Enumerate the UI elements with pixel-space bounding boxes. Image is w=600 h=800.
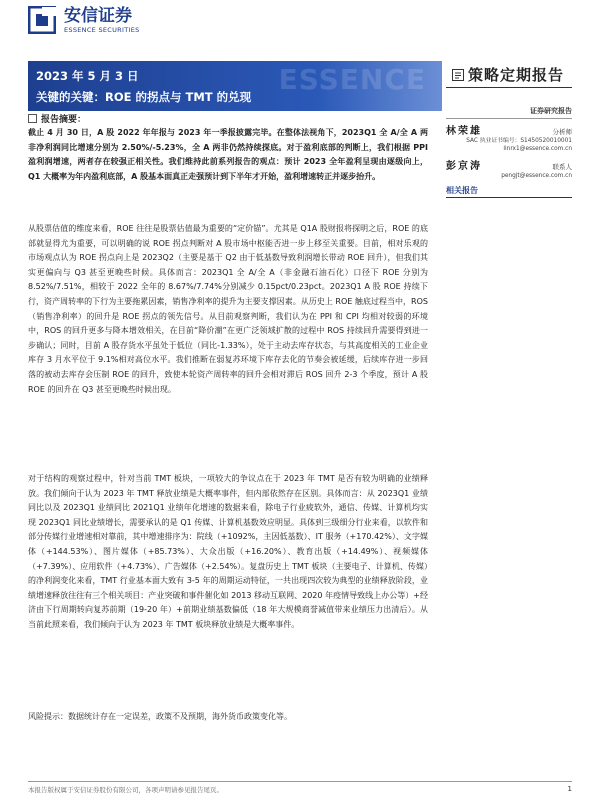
report-subtitle: 关键的关键：ROE 的拐点与 TMT 的兑现 (36, 90, 252, 104)
contact-role: 联系人 (552, 163, 572, 171)
summary-heading (28, 112, 86, 125)
related-divider (446, 197, 572, 198)
footer-divider (28, 781, 572, 782)
contact-email[interactable]: pengjt@essence.com.cn (501, 173, 572, 179)
report-type (452, 64, 564, 85)
header-divider (446, 87, 572, 88)
summary-paragraph: 从股票估值的维度来看，ROE 往往是股票估值最为重要的“定价锚”。尤其是 Q1A 股财报将探明之后，ROE 的底部就显得尤为重要，可以明确的说 ROE 拐点判断对 A 股市场中枢能否进一步上移至关重要。目前，相对乐观的市场观点认为 ROE 拐点向上是 2023Q2（主要是基于 Q2 由于低基数导致利润增长带动 ROE 回升），但我们其实更偏向与 Q3 甚至更晚些时候。具体而言：2023Q1 全 A/全 A（非金融石油石化）口径下 ROE 分别为 8.52%/7.51%，相较于 2022 全年的 8.67%/7.74%分别减少 0.15pct/0.23pct。2023Q1 A 股 ROE 持续下行，资产周转率的下行为主要拖累因素，销售净利率的提升为主要支撑因素。从历史上 ROE 触底过程当中，ROS（销售净利率）的回升是 ROE 拐点的领先信号。从目前观察判断，我们认为在 PPI 和 CPI 均相对较弱的环境中，ROS 的回升更多与降本增效相关，在目前“降价潮”在更广泛领域扩散的过程中 ROS 持续回升需要得到进一步确认；同时，目前 A 股存货水平虽处于低位（同比-1.33%），处于主动去库存状态，与其高度相关的工业企业库存 3 月水平位于 9.1%相对高位水平。我们推断在弱复苏环境下库存去化的节奏会被延缓，后续库存进一步回落的被动去库存会压制 ROE 的回升，致使本轮资产周转率的回升会相对滞后 ROS 回升 2-3 个季度，预计 A 股 ROE 的回升在 Q3 甚至更晚些时候出现。 (28, 224, 431, 394)
report-banner (28, 61, 442, 111)
analyst-card (446, 122, 572, 153)
analyst-name: 林荣雄 (446, 126, 482, 137)
banner-watermark: ESSENCE (278, 63, 426, 96)
analyst-cert: SAC 执业证书编号：S1450520010001 (466, 138, 572, 144)
page-number: 1 (567, 785, 572, 793)
page-footer (28, 785, 572, 794)
logo-mark-icon (28, 6, 56, 34)
contact-name: 彭京涛 (446, 161, 482, 172)
analyst-email[interactable]: linrx1@essence.com.cn (503, 146, 572, 152)
company-logo (28, 6, 140, 34)
summary-heading-label: 报告摘要： (41, 115, 87, 125)
logo-name-en: ESSENCE SECURITIES (64, 25, 140, 34)
analyst-role: 分析师 (552, 128, 572, 136)
logo-name-cn: 安信证券 (64, 5, 132, 26)
sidebar-divider (446, 118, 572, 119)
related-reports-heading: 相关报告 (446, 186, 478, 195)
research-report-label: 证券研究报告 (530, 107, 572, 115)
report-type-label: 策略定期报告 (468, 66, 565, 84)
document-icon (452, 69, 464, 81)
risk-warning: 风险提示：数据统计存在一定误差，政策不及预期，海外货币政策变化等。 (28, 712, 292, 721)
contact-card (446, 157, 572, 180)
summary-paragraph: 对于结构的观察过程中，针对当前 TMT 板块，一项较大的争议点在于 2023 年 TMT 是否有较为明确的业绩释放。我们倾向于认为 2023 年 TMT 释放业绩是大概率事件，但内部依然存在区别。具体而言：从 2023Q1 业绩同比以及 2023Q1 业绩同比 2021Q1 业绩年化增速的数据来看，除电子行业疲软外，通信、传媒、计算机均实现 2023Q1 同比业绩增长，需要承认的是 Q1 传媒、计算机基数效应明显。具体到三级细分行业来看，以软件和部分传媒行业增速相对靠前，其中增速排序为：院线（+1092%，主因低基数）、IT 服务（+170.42%）、文字媒体（+144.53%）、图片媒体（+85.73%）、大众出版（+16.20%）、教育出版（+14.49%）、视频媒体（+7.39%）、应用软件（+4.73%）、广告媒体（+2.54%）。复盘历史上 TMT 板块（主要电子、计算机、传媒）的净利润变化来看，TMT 行业基本面大致有 3-5 年的周期运动特征，一共出现四次较为典型的业绩释放阶段，业绩增速释放往往有三个相关项目：产业突破和事件催化如 2013 移动互联网、2020 年疫情导致线上办公等）+经济由下行周期转向复苏前期（19-20 年）+前期业绩基数偏低（18 年大规模商誉减值带来业绩压力出清后）。从当前此照来看，我们倾向于认为 2023 年 TMT 板块释放业绩是大概率事件。 (28, 474, 428, 629)
bullet-square-icon (28, 114, 37, 123)
report-date: 2023 年 5 月 3 日 (36, 69, 139, 83)
summary-paragraph: 截止 4 月 30 日，A 股 2022 年年报与 2023 年一季报披露完毕。在整体法视角下，2023Q1 全 A/全 A 两非净利润同比增速分别为 2.50%/-5.23%，全 A 两非仍然持续探底。对于盈利底部的判断上，我们根据 PPI 盈利润增速，两者存在较强正相关性。我们维持此前系列报告的观点：预计 2023 全年盈利呈现由逐级向上，Q1 大概率为年内盈利底部，A 股基本面真正走强预计到下半年才开始，盈利增速转正并逐步抬升。 (28, 128, 431, 181)
footer-disclaimer: 本报告版权属于安信证券股份有限公司，各项声明请参见报告尾页。 (28, 786, 223, 794)
